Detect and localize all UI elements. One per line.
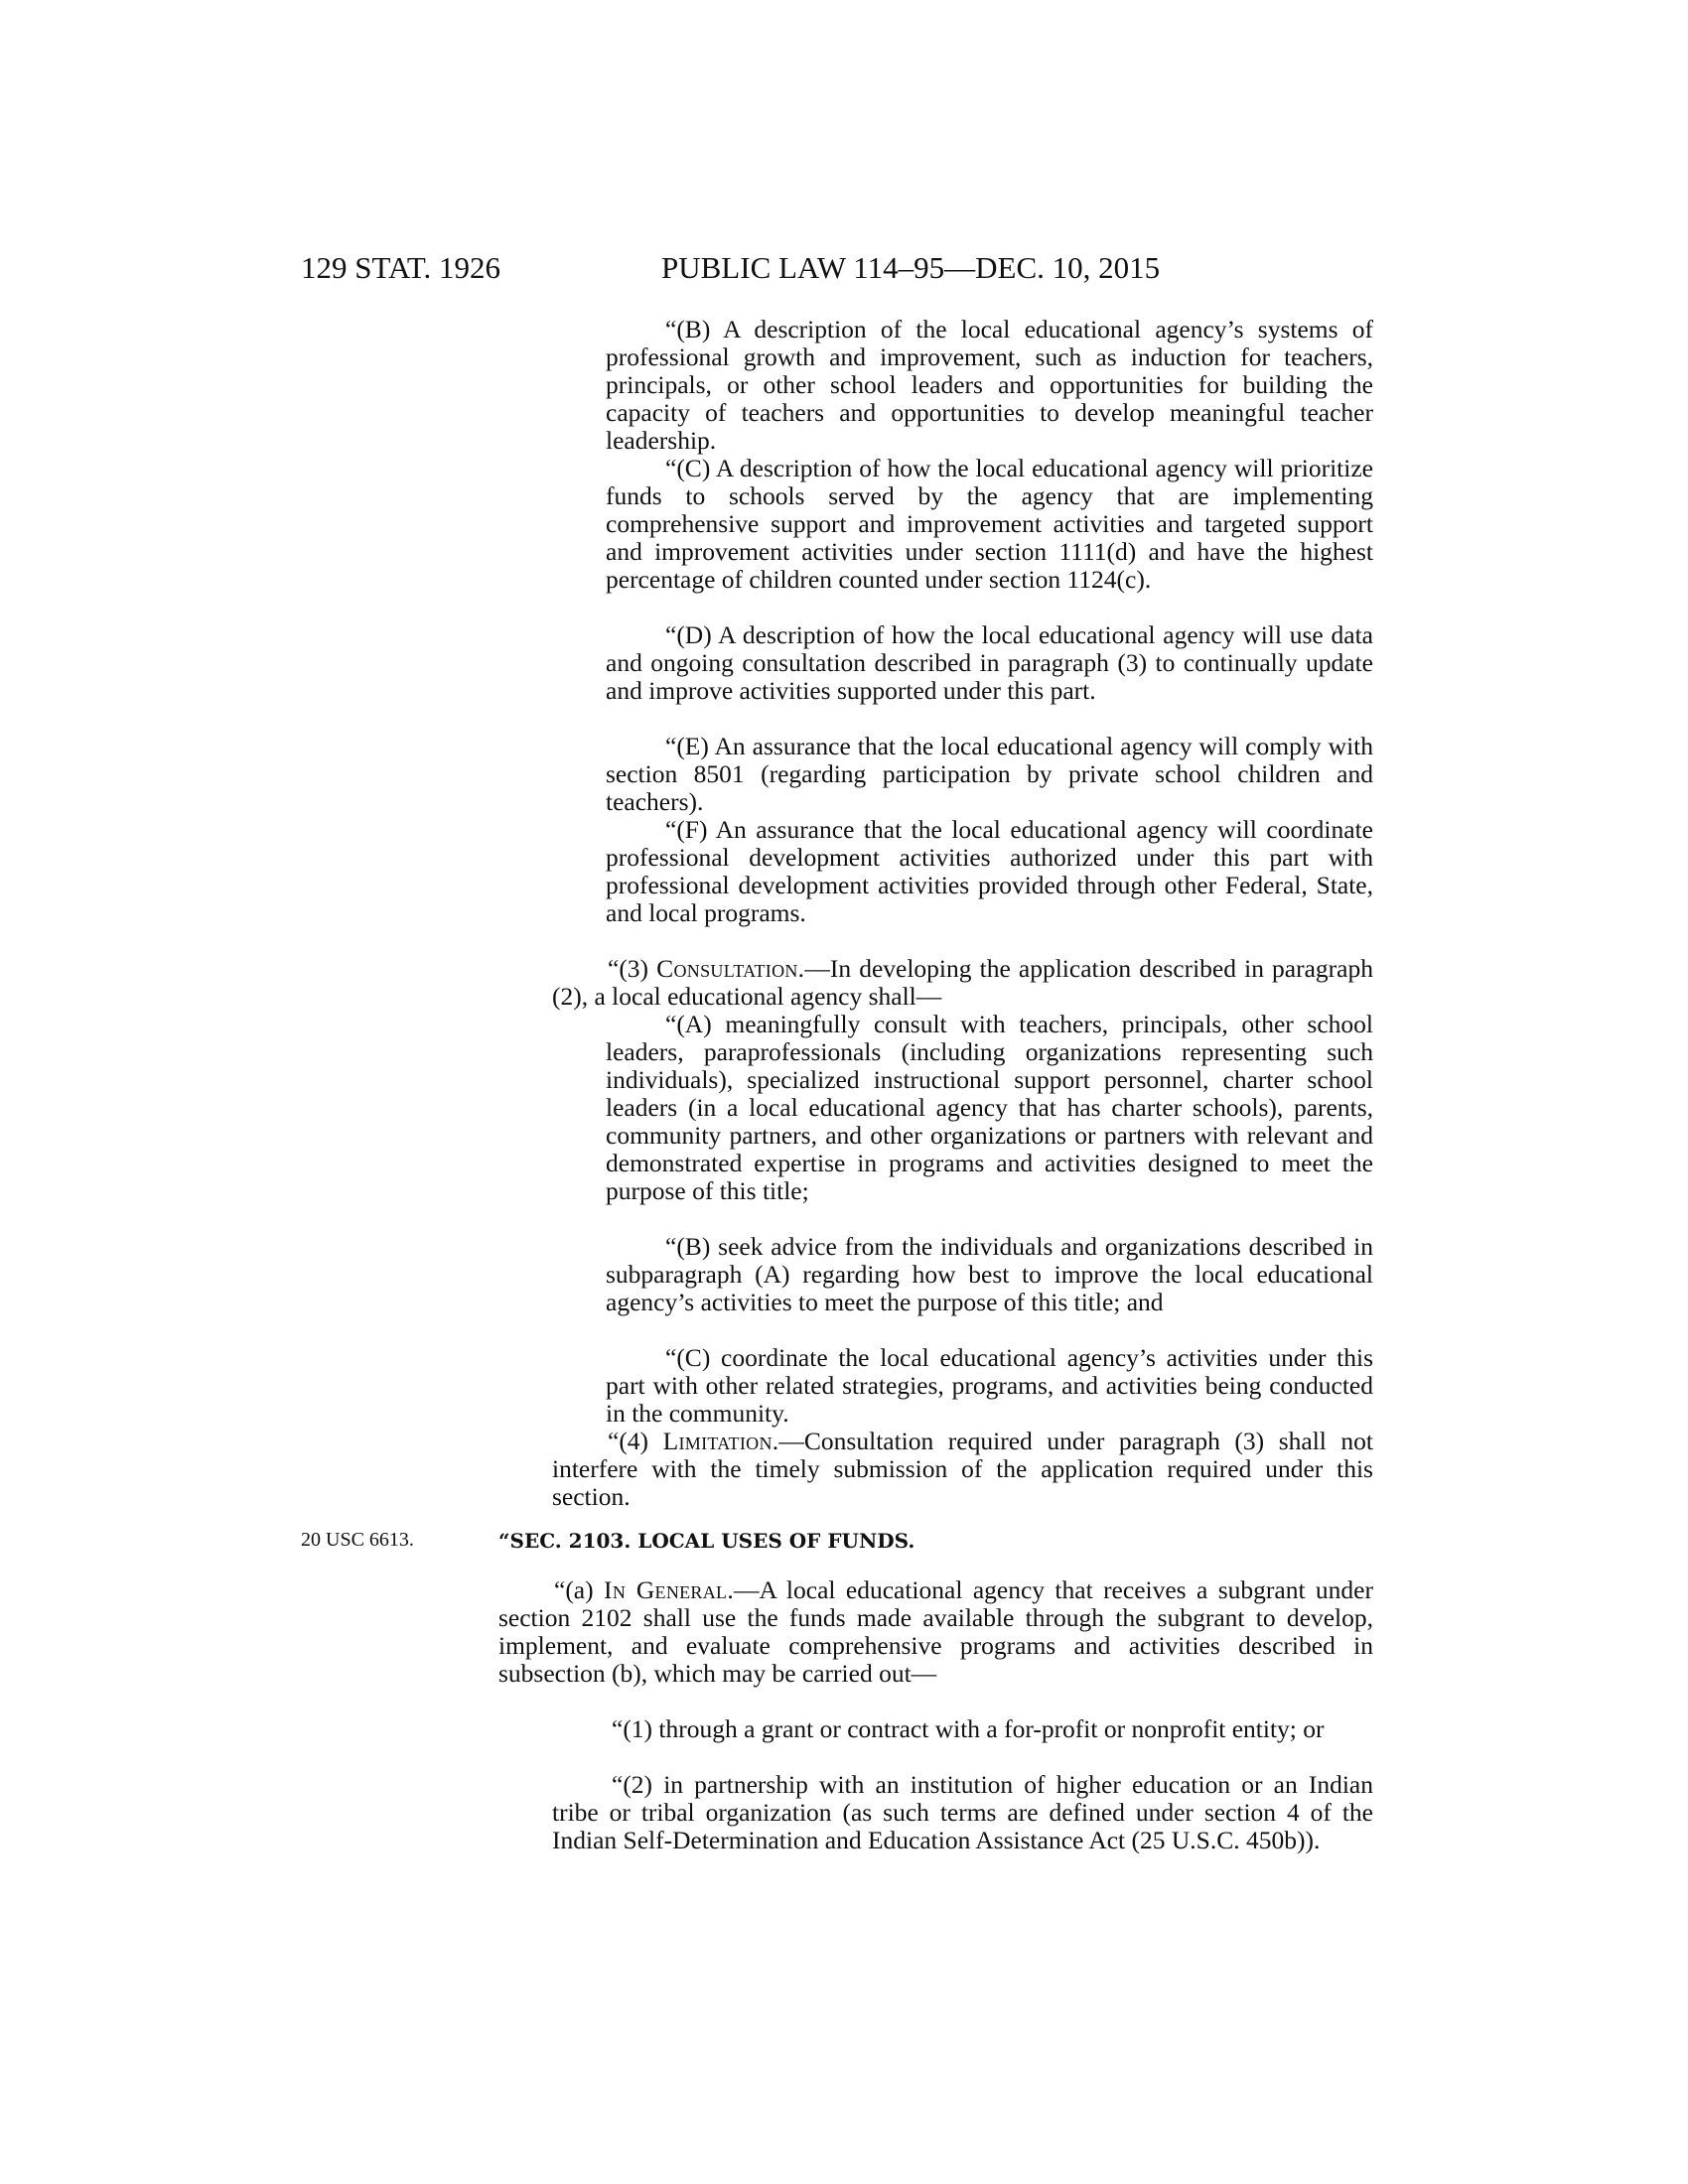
paragraph-3-text: —In developing the application described in paragraph (2), a local educational agency shall— [552,954,1373,1011]
paragraph-4-number: “(4) [608,1427,649,1455]
paragraph-3-number: “(3) [608,954,649,983]
section-2103-heading: “SEC. 2103. LOCAL USES OF FUNDS. [498,1529,915,1553]
consultation-item-b: “(B) seek advice from the individuals and organizations described in subparagraph (A) regarding how best to improve the local educational agency’s activities to meet the purpose of this title; and [606,1232,1373,1316]
margin-citation: 20 USC 6613. [301,1529,414,1551]
paragraph-4-heading: Limitation. [662,1427,779,1455]
subsection-a-number: “(a) [554,1575,594,1604]
subsection-a-heading: In General. [604,1575,735,1604]
subsection-a-item-2: “(2) in partnership with an institution of higher education or an Indian tribe or tribal organization (as such terms are defined under section 4 of the Indian Self-Determination and Education Assistance Act (25 U.S.C. 450b)). [552,1770,1373,1854]
subparagraph-c-description: “(C) A description of how the local educational agency will prioritize funds to schools served by the agency that are implementing comprehensive support and improvement activities and targeted support and improvement activities under section 1111(d) and have the highest percentage of children counted under section 1124(c). [606,454,1373,594]
subparagraph-f-assurance: “(F) An assurance that the local educational agency will coordinate professional development activities authorized under this part with professional development activities provided through other Federal, State, and local programs. [606,815,1373,927]
law-title: PUBLIC LAW 114–95—DEC. 10, 2015 [661,250,1161,285]
page-header [301,250,1373,290]
subparagraph-b-description: “(B) A description of the local educational agency’s systems of professional growth and improvement, such as induction for teachers, principals, or other school leaders and opportunities for building the capacity of teachers and opportunities to develop meaningful teacher leadership. [606,315,1373,455]
paragraph-3-consultation [552,955,1373,1011]
subparagraph-e-assurance: “(E) An assurance that the local educational agency will comply with section 8501 (regarding participation by private school children and teachers). [606,732,1373,816]
statute-citation: 129 STAT. 1926 [301,250,501,285]
subparagraph-d-description: “(D) A description of how the local educational agency will use data and ongoing consultation described in paragraph (3) to continually update and improve activities supported under this part. [606,620,1373,705]
subsection-a-general [498,1576,1373,1688]
consultation-item-c: “(C) coordinate the local educational agency’s activities under this part with other related strategies, programs, and activities being conducted in the community. [606,1343,1373,1428]
paragraph-4-limitation [552,1428,1373,1511]
subsection-a-item-1: “(1) through a grant or contract with a for-profit or nonprofit entity; or [612,1714,1325,1743]
paragraph-3-heading: Consultation. [656,954,805,983]
subsection-a-text: —A local educational agency that receives a subgrant under section 2102 shall use the funds made available through the subgrant to develop, implement, and evaluate comprehensive programs and activities described in subsection (b), which may be carried out— [498,1575,1373,1688]
paragraph-4-text: —Consultation required under paragraph (3) shall not interfere with the timely submission of the application required under this section. [552,1427,1373,1511]
consultation-item-a: “(A) meaningfully consult with teachers, principals, other school leaders, paraprofessionals (including organizations representing such individuals), specialized instructional support personnel, charter school leaders (in a local educational agency that has charter schools), parents, community partners, and other organizations or partners with relevant and demonstrated expertise in programs and activities designed to meet the purpose of this title; [606,1010,1373,1205]
